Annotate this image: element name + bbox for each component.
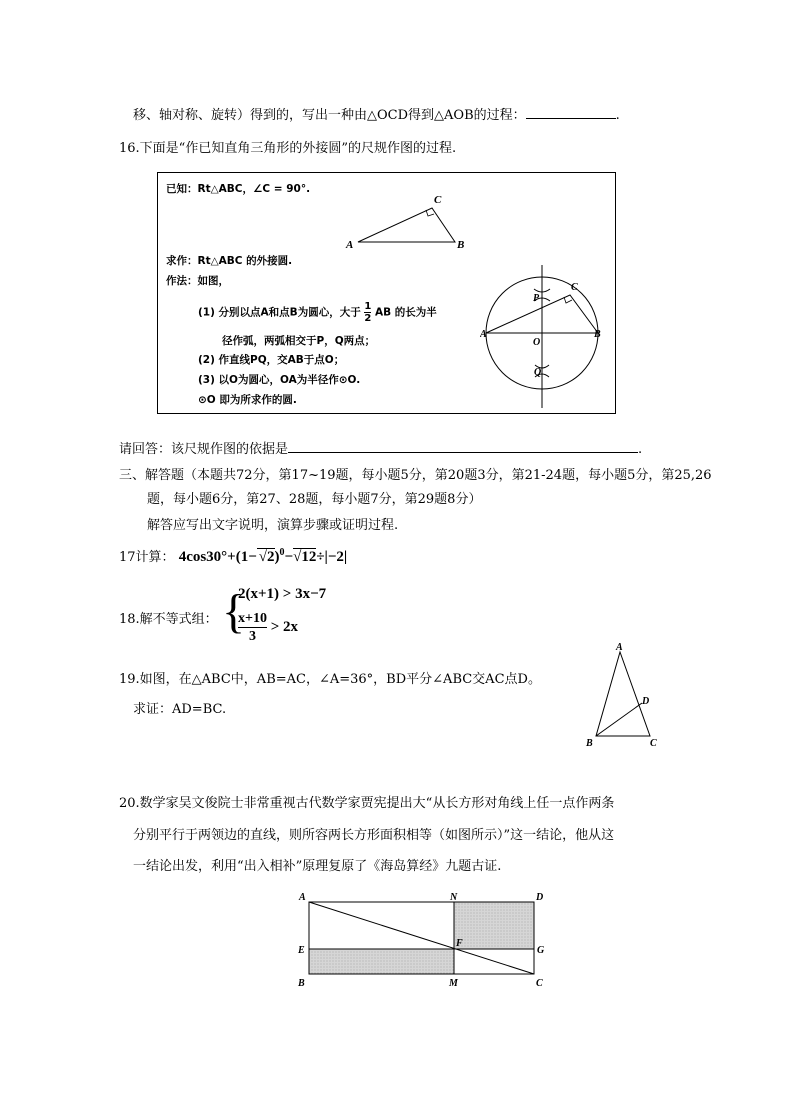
- q16-step3: (3) 以O为圆心，OA为半径作⊙O.: [198, 374, 361, 386]
- q20-rectangle-figure: [290, 888, 552, 990]
- q19-label-C: C: [650, 738, 657, 749]
- q20-label-D: D: [536, 892, 544, 903]
- q16-answer-line: 请回答：该尺规作图的依据是 .: [119, 438, 642, 457]
- q19-line2: 求证：AD=BC.: [133, 702, 227, 717]
- q19-label-B: B: [586, 738, 593, 749]
- q20-label-F: F: [456, 938, 463, 949]
- q16-answer-blank[interactable]: [288, 439, 638, 453]
- fig-label-C: C: [571, 282, 578, 293]
- q17-expression: $4\cos 30^\circ+(1- √2)^0-√12\div|-2|$: [178, 547, 348, 565]
- q16-method: 作法：如图，: [166, 275, 229, 287]
- fig-label-A: A: [480, 329, 487, 340]
- q16-step2: (2) 作直线PQ，交AB于点O；: [198, 354, 345, 366]
- q20-label-A: A: [299, 892, 306, 903]
- q18-ineq1: 2(x+1) > 3x−7: [238, 586, 327, 602]
- q20-line3: 一结论出发，利用“出入相补”原理复原了《海岛算经》九题古证.: [133, 859, 502, 874]
- q19-line1: 19.如图，在△ABC中，AB=AC，∠A=36°，BD平分∠ABC交AC点D。: [119, 672, 541, 687]
- q16-construct: 求作：Rt△ABC 的外接圆.: [166, 255, 293, 267]
- q18-ineq2: $\frac{x+10}{3}$ > 2x: [238, 611, 299, 644]
- q20-line1: 20.数学家吴文俊院士非常重视古代数学家贾宪提出大“从长方形对角线上任一点作两条: [119, 796, 615, 811]
- q20-label-E: E: [298, 945, 305, 956]
- q16-given-triangle: [340, 190, 470, 255]
- tri-label-C: C: [434, 194, 442, 206]
- q16-given: 已知：Rt△ABC，∠C = 90°.: [166, 183, 311, 195]
- q20-label-G: G: [537, 945, 545, 956]
- section3-heading-1: 三、解答题（本题共72分，第17~19题，每小题5分，第20题3分，第21-24题，每小题5分，第25,26: [119, 468, 712, 483]
- tri-label-B: B: [457, 239, 465, 251]
- q19-label-D: D: [642, 696, 650, 707]
- fig-label-O: O: [533, 337, 541, 348]
- q20-shaded-rect-bottom: [309, 949, 454, 974]
- q20-label-C: C: [536, 978, 543, 989]
- q16-title: 16.下面是“作已知直角三角形的外接圆”的尺规作图的过程.: [119, 141, 457, 156]
- q19-triangle-figure: [578, 640, 668, 750]
- fig-label-B: B: [594, 329, 601, 340]
- q18-label: 18.解不等式组：: [119, 612, 218, 627]
- q16-step4: ⊙O 即为所求作的圆.: [198, 394, 297, 406]
- q20-shaded-rect-top: [454, 902, 534, 949]
- section3-note: 解答应写出文字说明，演算步骤或证明过程.: [147, 518, 399, 533]
- q16-fraction: $\frac{1}{2}$: [364, 301, 372, 324]
- fig-label-Q: Q: [534, 367, 542, 378]
- q16-step1: (1) 分别以点A和点B为圆心，大于 $\frac{1}{2}$ AB 的长为半: [198, 301, 437, 324]
- tri-label-A: A: [346, 239, 354, 251]
- q20-label-M: M: [449, 978, 458, 989]
- q20-line2: 分别平行于两领边的直线，则所容两长方形面积相等（如图所示）”这一结论，他从这: [133, 828, 615, 843]
- q18-brace: {: [222, 585, 246, 638]
- q20-label-B: B: [298, 978, 305, 989]
- fig-label-P: P: [533, 293, 540, 304]
- q16-circumcircle-figure: [480, 265, 610, 410]
- section3-heading-2: 题，每小题6分，第27、28题，每小题7分，第29题8分）: [147, 492, 482, 507]
- q15-answer-blank[interactable]: [526, 105, 616, 119]
- q16-step1-cont: 径作弧，两弧相交于P，Q两点；: [222, 335, 376, 347]
- q17-line: 17计算： $4\cos 30^\circ+(1- √2)^0-√12\div|-2|$: [119, 547, 348, 565]
- q19-label-A: A: [616, 642, 623, 653]
- q15-line: 移、轴对称、旋转）得到的，写出一种由△OCD得到△AOB的过程： .: [133, 104, 620, 123]
- q20-label-N: N: [450, 892, 458, 903]
